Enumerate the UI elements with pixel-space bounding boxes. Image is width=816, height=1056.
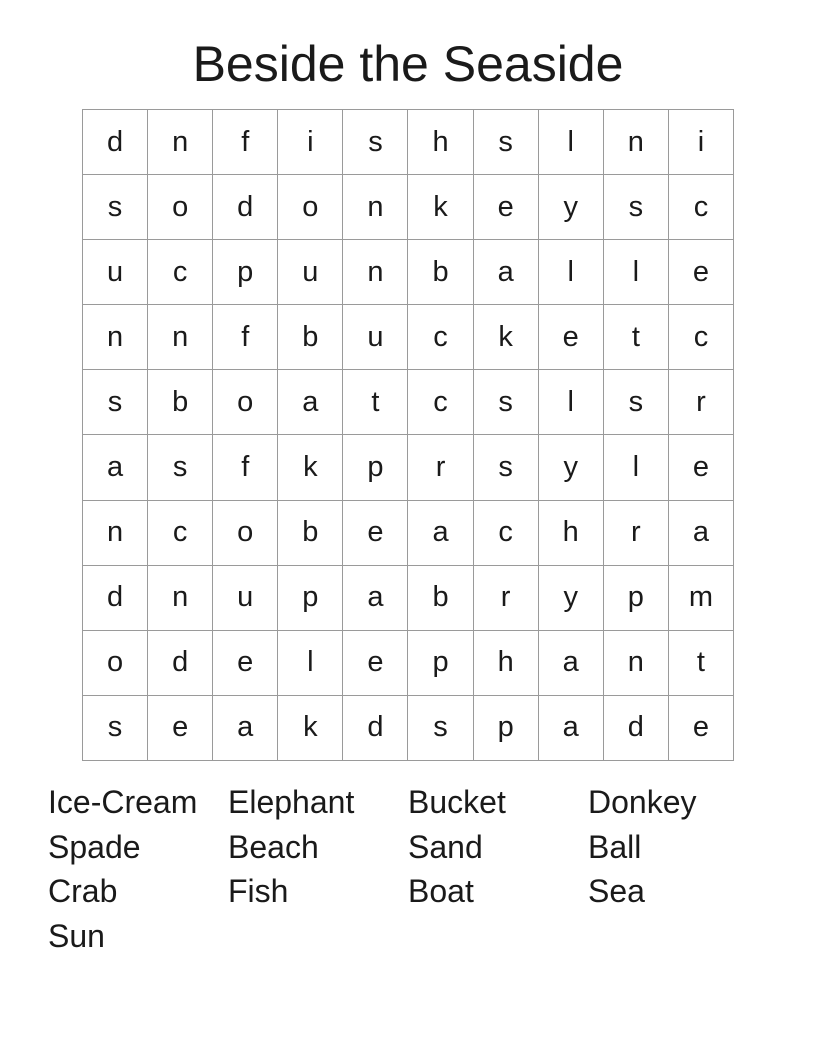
letter-cell[interactable]: p [213, 240, 278, 305]
letter-cell[interactable]: p [408, 631, 473, 696]
letter-cell[interactable]: s [474, 435, 539, 500]
letter-cell[interactable]: p [474, 696, 539, 761]
letter-cell[interactable]: b [148, 370, 213, 435]
letter-cell[interactable]: l [539, 240, 604, 305]
letter-cell[interactable]: a [343, 566, 408, 631]
word-list-item: Sea [588, 873, 645, 909]
letter-cell[interactable]: n [343, 240, 408, 305]
letter-cell[interactable]: l [539, 370, 604, 435]
letter-cell[interactable]: n [604, 631, 669, 696]
letter-cell[interactable]: k [408, 175, 473, 240]
letter-cell[interactable]: s [474, 110, 539, 175]
letter-cell[interactable]: f [213, 305, 278, 370]
letter-cell[interactable]: h [539, 501, 604, 566]
letter-cell[interactable]: f [213, 110, 278, 175]
letter-cell[interactable]: t [604, 305, 669, 370]
letter-cell[interactable]: e [474, 175, 539, 240]
letter-cell[interactable]: b [408, 566, 473, 631]
letter-cell[interactable]: e [669, 435, 734, 500]
letter-cell[interactable]: b [278, 501, 343, 566]
letter-cell[interactable]: p [604, 566, 669, 631]
letter-cell[interactable]: b [278, 305, 343, 370]
letter-cell[interactable]: k [474, 305, 539, 370]
letter-cell[interactable]: d [604, 696, 669, 761]
letter-cell[interactable]: c [474, 501, 539, 566]
letter-cell[interactable]: e [669, 696, 734, 761]
word-list-item: Ice-Cream [48, 784, 198, 820]
letter-cell[interactable]: a [539, 631, 604, 696]
letter-cell[interactable]: o [148, 175, 213, 240]
word-list-item: Crab [48, 873, 118, 909]
letter-cell[interactable]: n [343, 175, 408, 240]
word-list-item: Ball [588, 828, 642, 865]
letter-cell[interactable]: u [213, 566, 278, 631]
letter-cell[interactable]: a [474, 240, 539, 305]
letter-cell[interactable]: u [278, 240, 343, 305]
letter-cell[interactable]: s [83, 175, 148, 240]
letter-cell[interactable]: d [83, 566, 148, 631]
letter-cell[interactable]: n [148, 305, 213, 370]
letter-cell[interactable]: e [148, 696, 213, 761]
letter-cell[interactable]: m [669, 566, 734, 631]
letter-cell[interactable]: c [408, 305, 473, 370]
puzzle-title: Beside the Seaside [192, 36, 624, 92]
letter-cell[interactable]: l [604, 240, 669, 305]
word-list-item: Sun [48, 917, 105, 954]
letter-cell[interactable]: a [539, 696, 604, 761]
letter-cell[interactable]: s [408, 696, 473, 761]
letter-cell[interactable]: y [539, 435, 604, 500]
letter-cell[interactable]: a [669, 501, 734, 566]
word-list-item: Elephant [228, 784, 355, 820]
letter-cell[interactable]: r [474, 566, 539, 631]
letter-cell[interactable]: a [213, 696, 278, 761]
letter-cell[interactable]: h [408, 110, 473, 175]
letter-cell[interactable]: h [474, 631, 539, 696]
letter-cell[interactable]: e [213, 631, 278, 696]
letter-cell[interactable]: s [343, 110, 408, 175]
letter-cell[interactable]: y [539, 566, 604, 631]
letter-cell[interactable]: t [669, 631, 734, 696]
letter-cell[interactable]: n [148, 110, 213, 175]
letter-cell[interactable]: d [213, 175, 278, 240]
letter-cell[interactable]: e [343, 501, 408, 566]
letter-cell[interactable]: r [408, 435, 473, 500]
letter-cell[interactable]: d [83, 110, 148, 175]
word-list-item: Fish [228, 873, 289, 909]
letter-cell[interactable]: s [604, 175, 669, 240]
letter-cell[interactable]: s [604, 370, 669, 435]
letter-cell[interactable]: p [278, 566, 343, 631]
letter-cell[interactable]: o [278, 175, 343, 240]
letter-cell[interactable]: n [604, 110, 669, 175]
letter-cell[interactable]: r [604, 501, 669, 566]
letter-cell[interactable]: l [539, 110, 604, 175]
letter-cell[interactable]: n [148, 566, 213, 631]
letter-cell[interactable]: i [669, 110, 734, 175]
letter-cell[interactable]: d [343, 696, 408, 761]
word-list-item: Bucket [408, 784, 506, 820]
letter-cell[interactable]: p [343, 435, 408, 500]
letter-cell[interactable]: i [278, 110, 343, 175]
word-list-item: Spade [48, 828, 141, 865]
letter-cell[interactable]: o [213, 501, 278, 566]
letter-cell[interactable]: e [343, 631, 408, 696]
letter-cell[interactable]: t [343, 370, 408, 435]
letter-cell[interactable]: s [83, 696, 148, 761]
word-list-item: Beach [228, 828, 319, 865]
letter-cell[interactable]: d [148, 631, 213, 696]
word-list-item: Donkey [588, 784, 697, 820]
letter-cell[interactable]: e [539, 305, 604, 370]
letter-cell[interactable]: n [83, 305, 148, 370]
letter-cell[interactable]: f [213, 435, 278, 500]
letter-cell[interactable]: a [278, 370, 343, 435]
letter-cell[interactable]: u [343, 305, 408, 370]
letter-cell[interactable]: u [83, 240, 148, 305]
letter-cell[interactable]: a [83, 435, 148, 500]
letter-cell[interactable]: l [604, 435, 669, 500]
letter-cell[interactable]: s [148, 435, 213, 500]
letter-cell[interactable]: a [408, 501, 473, 566]
word-list-item: Sand [408, 828, 483, 865]
letter-cell[interactable]: e [669, 240, 734, 305]
letter-cell[interactable]: r [669, 370, 734, 435]
letter-grid [82, 109, 734, 761]
letter-cell[interactable]: c [408, 370, 473, 435]
letter-cell[interactable]: c [669, 305, 734, 370]
letter-cell[interactable]: y [539, 175, 604, 240]
letter-cell[interactable]: o [83, 631, 148, 696]
letter-cell[interactable]: k [278, 435, 343, 500]
letter-cell[interactable]: s [474, 370, 539, 435]
letter-cell[interactable]: k [278, 696, 343, 761]
word-list [48, 780, 768, 958]
letter-cell[interactable]: l [278, 631, 343, 696]
letter-cell[interactable]: n [83, 501, 148, 566]
letter-cell[interactable]: c [669, 175, 734, 240]
letter-cell[interactable]: c [148, 240, 213, 305]
letter-cell[interactable]: o [213, 370, 278, 435]
letter-cell[interactable]: s [83, 370, 148, 435]
word-list-item: Boat [408, 873, 474, 909]
letter-cell[interactable]: c [148, 501, 213, 566]
letter-cell[interactable]: b [408, 240, 473, 305]
